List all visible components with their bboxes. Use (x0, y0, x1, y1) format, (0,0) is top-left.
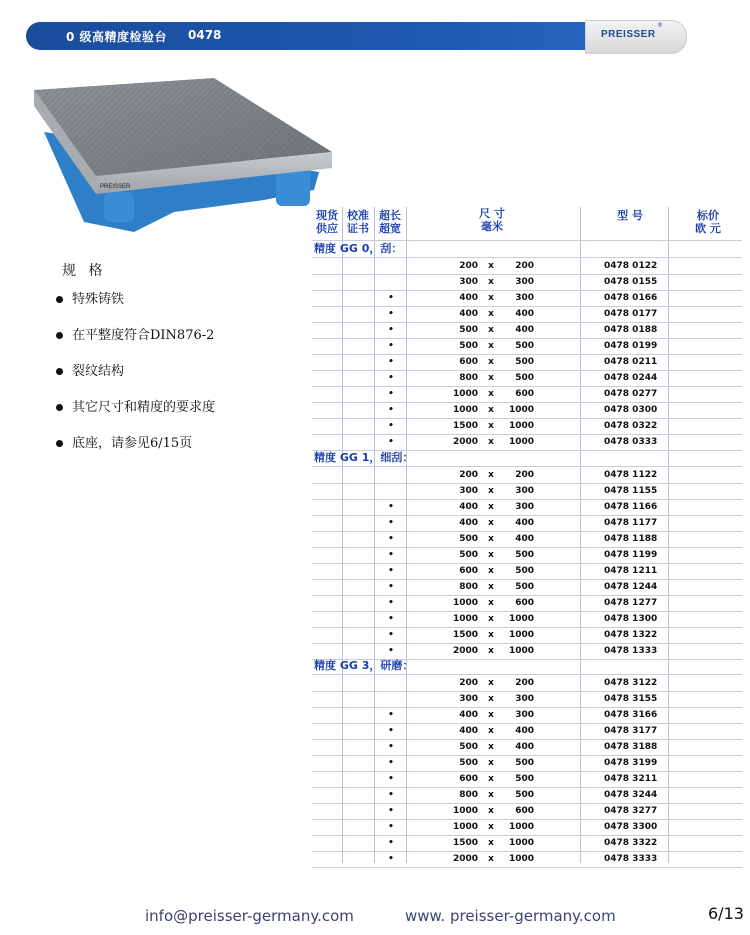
size-width: 600 (515, 598, 534, 608)
size-width: 300 (515, 486, 534, 496)
size-width: 1000 (508, 630, 534, 640)
size-separator: x (488, 357, 494, 367)
model-number: 0478 1188 (604, 534, 658, 544)
table-row (312, 771, 742, 787)
model-number: 0478 1122 (604, 470, 658, 480)
size-width: 500 (515, 373, 534, 383)
model-number: 0478 0177 (604, 309, 658, 319)
size-width: 1000 (508, 854, 534, 864)
model-number: 0478 1244 (604, 582, 658, 592)
size-separator: x (488, 630, 494, 640)
oversize-mark: • (388, 630, 394, 640)
oversize-mark: • (388, 373, 394, 383)
oversize-mark: • (388, 598, 394, 608)
section-title: 精度 GG 1，细刮： (314, 451, 414, 464)
model-number: 0478 1155 (604, 486, 658, 496)
size-length: 400 (459, 518, 478, 528)
size-separator: x (488, 341, 494, 351)
size-length: 500 (459, 534, 478, 544)
model-number: 0478 3199 (604, 758, 658, 768)
registered-mark: ® (657, 22, 663, 29)
model-number: 0478 0199 (604, 341, 658, 351)
size-separator: x (488, 502, 494, 512)
size-width: 1000 (508, 437, 534, 447)
table-row (312, 675, 742, 691)
size-length: 1000 (452, 389, 478, 399)
model-number: 0478 3300 (604, 822, 658, 832)
table-row (312, 723, 742, 739)
table-row (312, 515, 742, 531)
size-length: 200 (459, 470, 478, 480)
size-separator: x (488, 486, 494, 496)
size-width: 1000 (508, 838, 534, 848)
size-length: 1500 (452, 630, 478, 640)
size-separator: x (488, 405, 494, 415)
size-separator: x (488, 838, 494, 848)
model-number: 0478 1333 (604, 646, 658, 656)
model-number: 0478 0211 (604, 357, 658, 367)
size-width: 1000 (508, 646, 534, 656)
table-row (312, 739, 742, 755)
size-separator: x (488, 806, 494, 816)
size-length: 800 (459, 373, 478, 383)
section-title: 精度 GG 3，研磨： (314, 659, 414, 672)
size-length: 2000 (452, 437, 478, 447)
model-number: 0478 0333 (604, 437, 658, 447)
table-row (312, 755, 742, 771)
model-number: 0478 3166 (604, 710, 658, 720)
oversize-mark: • (388, 614, 394, 624)
size-separator: x (488, 470, 494, 480)
model-number: 0478 0244 (604, 373, 658, 383)
model-number: 0478 1177 (604, 518, 658, 528)
size-width: 400 (515, 325, 534, 335)
size-length: 1000 (452, 405, 478, 415)
size-length: 400 (459, 710, 478, 720)
size-length: 400 (459, 293, 478, 303)
oversize-mark: • (388, 357, 394, 367)
oversize-mark: • (388, 774, 394, 784)
oversize-mark: • (388, 309, 394, 319)
oversize-mark: • (388, 646, 394, 656)
size-width: 1000 (508, 421, 534, 431)
spec-item: 特殊铸铁 (56, 290, 215, 326)
size-separator: x (488, 726, 494, 736)
size-width: 300 (515, 502, 534, 512)
size-separator: x (488, 742, 494, 752)
size-separator: x (488, 598, 494, 608)
size-width: 500 (515, 758, 534, 768)
table-row (312, 483, 742, 499)
table-row (312, 611, 742, 627)
model-number: 0478 3122 (604, 678, 658, 688)
size-length: 1500 (452, 421, 478, 431)
oversize-mark: • (388, 534, 394, 544)
size-length: 1000 (452, 822, 478, 832)
spec-title: 规 格 (62, 263, 107, 279)
oversize-mark: • (388, 822, 394, 832)
size-length: 600 (459, 774, 478, 784)
table-row (312, 627, 742, 643)
oversize-mark: • (388, 758, 394, 768)
size-width: 500 (515, 341, 534, 351)
size-length: 1000 (452, 806, 478, 816)
model-number: 0478 1166 (604, 502, 658, 512)
size-separator: x (488, 437, 494, 447)
model-number: 0478 3177 (604, 726, 658, 736)
oversize-mark: • (388, 854, 394, 864)
footer-email[interactable]: info@preisser-germany.com (145, 907, 354, 925)
table-row (312, 354, 742, 370)
size-separator: x (488, 774, 494, 784)
table-row (312, 563, 742, 579)
oversize-mark: • (388, 710, 394, 720)
size-length: 800 (459, 582, 478, 592)
size-separator: x (488, 566, 494, 576)
model-number: 0478 0166 (604, 293, 658, 303)
size-length: 500 (459, 341, 478, 351)
size-length: 600 (459, 566, 478, 576)
table-row (312, 434, 742, 450)
size-length: 300 (459, 486, 478, 496)
oversize-mark: • (388, 566, 394, 576)
model-number: 0478 0155 (604, 277, 658, 287)
size-separator: x (488, 646, 494, 656)
size-separator: x (488, 309, 494, 319)
size-width: 400 (515, 534, 534, 544)
size-separator: x (488, 854, 494, 864)
size-width: 300 (515, 293, 534, 303)
size-separator: x (488, 758, 494, 768)
footer-website[interactable]: www. preisser-germany.com (405, 907, 616, 925)
oversize-mark: • (388, 437, 394, 447)
size-width: 200 (515, 261, 534, 271)
section-title: 精度 GG 0，刮： (314, 242, 403, 255)
oversize-mark: • (388, 550, 394, 560)
size-width: 300 (515, 710, 534, 720)
spec-item: 在平整度符合DIN876-2 (56, 326, 215, 362)
model-number: 0478 3211 (604, 774, 658, 784)
model-number: 0478 0122 (604, 261, 658, 271)
table-row (312, 851, 742, 867)
table-row (312, 531, 742, 547)
spec-item: 底座，请参见6/15页 (56, 434, 215, 470)
model-number: 0478 3155 (604, 694, 658, 704)
table-row (312, 290, 742, 306)
size-separator: x (488, 421, 494, 431)
size-length: 300 (459, 277, 478, 287)
oversize-mark: • (388, 838, 394, 848)
model-number: 0478 0300 (604, 405, 658, 415)
size-length: 600 (459, 357, 478, 367)
size-length: 1000 (452, 598, 478, 608)
size-width: 500 (515, 582, 534, 592)
size-separator: x (488, 373, 494, 383)
size-width: 1000 (508, 614, 534, 624)
size-separator: x (488, 518, 494, 528)
table-row (312, 386, 742, 402)
size-width: 400 (515, 726, 534, 736)
oversize-mark: • (388, 790, 394, 800)
oversize-mark: • (388, 502, 394, 512)
table-row (312, 835, 742, 851)
table-row (312, 370, 742, 386)
size-length: 2000 (452, 646, 478, 656)
model-number: 0478 3244 (604, 790, 658, 800)
oversize-mark: • (388, 341, 394, 351)
size-separator: x (488, 277, 494, 287)
table-row (312, 322, 742, 338)
oversize-mark: • (388, 726, 394, 736)
oversize-mark: • (388, 405, 394, 415)
size-separator: x (488, 614, 494, 624)
model-number: 0478 3188 (604, 742, 658, 752)
size-width: 200 (515, 678, 534, 688)
size-length: 1500 (452, 838, 478, 848)
size-separator: x (488, 534, 494, 544)
spec-item: 其它尺寸和精度的要求度 (56, 398, 215, 434)
oversize-mark: • (388, 806, 394, 816)
size-width: 500 (515, 774, 534, 784)
size-width: 500 (515, 550, 534, 560)
table-row (312, 338, 742, 354)
size-length: 1000 (452, 614, 478, 624)
brand-logo: PREISSER (601, 29, 656, 40)
size-width: 500 (515, 566, 534, 576)
size-width: 600 (515, 806, 534, 816)
header-model: 型 号 (617, 209, 643, 222)
model-number: 0478 1199 (604, 550, 658, 560)
size-length: 2000 (452, 854, 478, 864)
plate-label: PREISSER (100, 184, 131, 190)
page-number: 6/13 (708, 904, 744, 923)
size-width: 500 (515, 357, 534, 367)
table-row (312, 691, 742, 707)
table-row (312, 274, 742, 290)
oversize-mark: • (388, 421, 394, 431)
model-number: 0478 0277 (604, 389, 658, 399)
header-size: 尺 寸 毫米 (479, 207, 505, 233)
size-width: 200 (515, 470, 534, 480)
page-title: 0 级高精度检验台 (66, 30, 168, 44)
size-length: 300 (459, 694, 478, 704)
model-number: 0478 1322 (604, 630, 658, 640)
size-separator: x (488, 710, 494, 720)
table-row (312, 787, 742, 803)
model-number: 0478 3333 (604, 854, 658, 864)
model-number: 0478 0188 (604, 325, 658, 335)
size-width: 1000 (508, 405, 534, 415)
size-length: 800 (459, 790, 478, 800)
oversize-mark: • (388, 293, 394, 303)
table-row (312, 803, 742, 819)
size-separator: x (488, 325, 494, 335)
size-width: 1000 (508, 822, 534, 832)
size-separator: x (488, 550, 494, 560)
oversize-mark: • (388, 742, 394, 752)
size-length: 200 (459, 261, 478, 271)
size-width: 600 (515, 389, 534, 399)
table-row (312, 499, 742, 515)
size-length: 500 (459, 325, 478, 335)
table-row (312, 402, 742, 418)
size-width: 400 (515, 309, 534, 319)
model-number: 0478 3277 (604, 806, 658, 816)
table-row (312, 306, 742, 322)
spec-item: 裂纹结构 (56, 362, 215, 398)
size-width: 300 (515, 694, 534, 704)
header-stock: 现货 供应 (316, 209, 338, 235)
table-row (312, 579, 742, 595)
table-row (312, 467, 742, 483)
size-width: 400 (515, 518, 534, 528)
size-separator: x (488, 582, 494, 592)
size-length: 200 (459, 678, 478, 688)
size-separator: x (488, 293, 494, 303)
oversize-mark: • (388, 389, 394, 399)
size-width: 500 (515, 790, 534, 800)
size-length: 400 (459, 502, 478, 512)
table-row (312, 595, 742, 611)
size-length: 500 (459, 550, 478, 560)
oversize-mark: • (388, 582, 394, 592)
size-width: 400 (515, 742, 534, 752)
size-separator: x (488, 389, 494, 399)
model-number: 0478 1277 (604, 598, 658, 608)
header-oversize: 超长 超宽 (379, 209, 401, 235)
table-row (312, 643, 742, 659)
size-width: 300 (515, 277, 534, 287)
header-cert: 校准 证书 (347, 209, 369, 235)
model-number: 0478 0322 (604, 421, 658, 431)
model-number: 0478 1300 (604, 614, 658, 624)
model-number: 0478 3322 (604, 838, 658, 848)
spec-list (56, 290, 215, 470)
table-row (312, 547, 742, 563)
size-length: 500 (459, 742, 478, 752)
size-length: 400 (459, 309, 478, 319)
table-row (312, 819, 742, 835)
header-price: 标价 欧 元 (695, 209, 721, 235)
product-table (312, 207, 742, 867)
oversize-mark: • (388, 325, 394, 335)
size-separator: x (488, 790, 494, 800)
size-separator: x (488, 261, 494, 271)
size-separator: x (488, 694, 494, 704)
table-row (312, 707, 742, 723)
product-image (24, 72, 354, 242)
table-row (312, 418, 742, 434)
size-separator: x (488, 822, 494, 832)
size-separator: x (488, 678, 494, 688)
size-length: 500 (459, 758, 478, 768)
table-row (312, 258, 742, 274)
size-length: 400 (459, 726, 478, 736)
oversize-mark: • (388, 518, 394, 528)
model-number: 0478 1211 (604, 566, 658, 576)
product-code: 0478 (188, 28, 222, 42)
